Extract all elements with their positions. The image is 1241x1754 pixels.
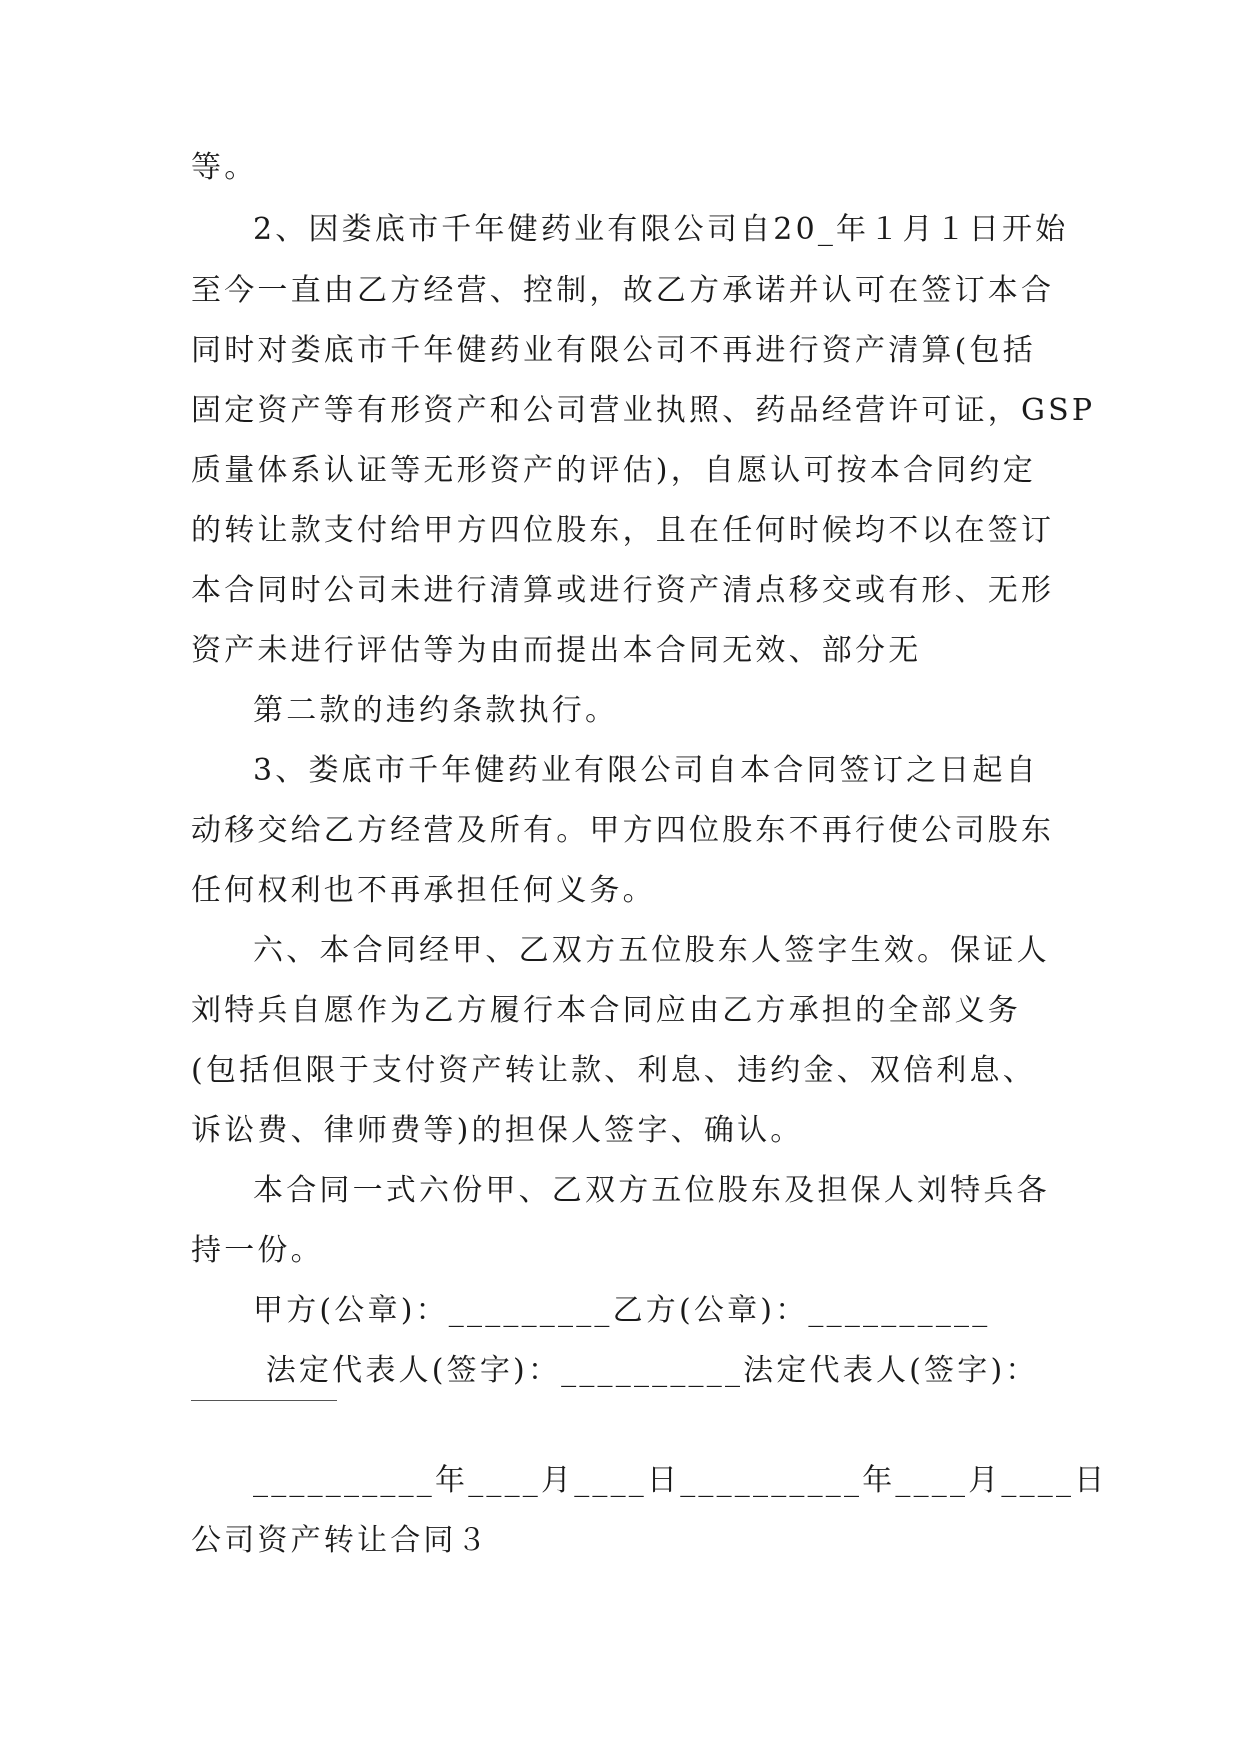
signature-line-seal: 甲方(公章)：_________乙方(公章)：__________	[253, 1293, 991, 1328]
text-line: 诉讼费、律师费等)的担保人签字、确认。	[191, 1113, 804, 1148]
signature-line-representative: 法定代表人(签字)：__________法定代表人(签字)：	[253, 1353, 1039, 1388]
text-line: 任何权利也不再承担任何义务。	[191, 873, 656, 908]
text-line: 质量体系认证等无形资产的评估)，自愿认可按本合同约定	[191, 453, 1036, 488]
text-line: 2、因娄底市千年健药业有限公司自20_年１月１日开始	[253, 212, 1069, 247]
text-line: 固定资产等有形资产和公司营业执照、药品经营许可证，GSP	[191, 393, 1096, 428]
date-line: __________年____月____日__________年____月____日	[253, 1463, 1108, 1498]
text-line: 的转让款支付给甲方四位股东，且在任何时候均不以在签订	[191, 513, 1055, 548]
text-line: 同时对娄底市千年健药业有限公司不再进行资产清算(包括	[191, 333, 1036, 368]
text-line: 资产未进行评估等为由而提出本合同无效、部分无	[191, 633, 922, 668]
text-line: 六、本合同经甲、乙双方五位股东人签字生效。保证人	[253, 933, 1050, 968]
text-line: 等。	[191, 150, 258, 185]
text-line: 本合同时公司未进行清算或进行资产清点移交或有形、无形	[191, 573, 1055, 608]
text-line: 动移交给乙方经营及所有。甲方四位股东不再行使公司股东	[191, 813, 1055, 848]
text-line: 刘特兵自愿作为乙方履行本合同应由乙方承担的全部义务	[191, 993, 1021, 1028]
text-line: 本合同一式六份甲、乙双方五位股东及担保人刘特兵各	[253, 1173, 1050, 1208]
text-line: 第二款的违约条款执行。	[253, 693, 619, 728]
text-line: 3、娄底市千年健药业有限公司自本合同签订之日起自	[253, 753, 1039, 788]
signature-blank	[191, 1400, 337, 1401]
text-line: 至今一直由乙方经营、控制，故乙方承诺并认可在签订本合	[191, 273, 1055, 308]
text-line: (包括但限于支付资产转让款、利息、违约金、双倍利息、	[191, 1053, 1036, 1088]
section-title: 公司资产转让合同３	[191, 1523, 490, 1558]
text-line: 持一份。	[191, 1233, 324, 1268]
